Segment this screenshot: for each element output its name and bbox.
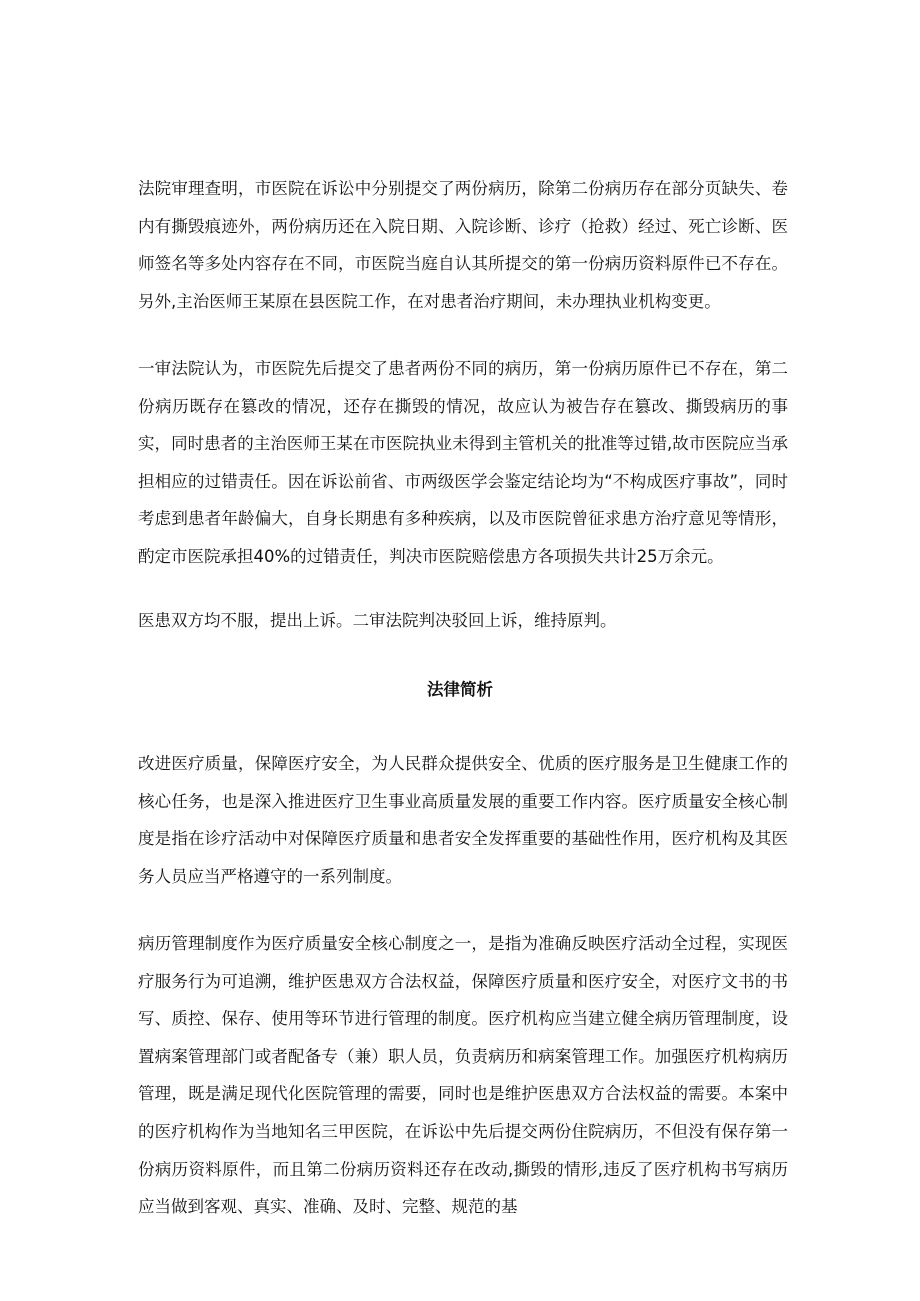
paragraph-appeal: 医患双方均不服，提出上诉。二审法院判决驳回上诉，维持原判。 bbox=[138, 611, 617, 630]
paragraph-first-instance: 一审法院认为，市医院先后提交了患者两份不同的病历，第一份病历原件已不存在，第二份病历既存在篡改的情况，还存在撕毁的情况，故应认为被告存在篡改、撕毁病历的事实，同时患者的主治医师王某在市医院执业未得到主管机关的批准等过错,故市医院应当承担相应的过错责任。因在诉讼前省、市两级医学会鉴定结论均为“不构成医疗事故”，同时考虑到患者年龄偏大，自身长期患有多种疾病，以及市医院曾征求患方治疗意见等情形，酌定市医院承担40%的过错责任，判决市医院赔偿患方各项损失共计25万余元。 bbox=[138, 359, 788, 566]
section-heading: 法律简析 bbox=[427, 680, 493, 699]
paragraph-court-findings: 法院审理查明，市医院在诉讼中分别提交了两份病历，除第二份病历存在部分页缺失、卷内有撕毁痕迹外，两份病历还在入院日期、入院诊断、诊疗（抢救）经过、死亡诊断、医师签名等多处内容存在不同，市医院当庭自认其所提交的第一份病历资料原件已不存在。另外,主治医师王某原在县医院工作，在对患者治疗期间，未办理执业机构变更。 bbox=[138, 179, 788, 311]
paragraph-analysis-2: 病历管理制度作为医疗质量安全核心制度之一，是指为准确反映医疗活动全过程，实现医疗服务行为可追溯，维护医患双方合法权益，保障医疗质量和医疗安全，对医疗文书的书写、质控、保存、使用等环节进行管理的制度。医疗机构应当建立健全病历管理制度，设置病案管理部门或者配备专（兼）职人员，负责病历和病案管理工作。加强医疗机构病历管理，既是满足现代化医院管理的需要，同时也是维护医患双方合法权益的需要。本案中的医疗机构作为当地知名三甲医院，在诉讼中先后提交两份住院病历，不但没有保存第一份病历资料原件，而且第二份病历资料还存在改动,撕毁的情形,违反了医疗机构书写病历应当做到客观、真实、准确、及时、完整、规范的基 bbox=[138, 934, 788, 1217]
paragraph-analysis-1: 改进医疗质量，保障医疗安全，为人民群众提供安全、优质的医疗服务是卫生健康工作的核心任务，也是深入推进医疗卫生事业高质量发展的重要工作内容。医疗质量安全核心制度是指在诊疗活动中对保障医疗质量和患者安全发挥重要的基础性作用，医疗机构及其医务人员应当严格遵守的一系列制度。 bbox=[138, 754, 788, 886]
